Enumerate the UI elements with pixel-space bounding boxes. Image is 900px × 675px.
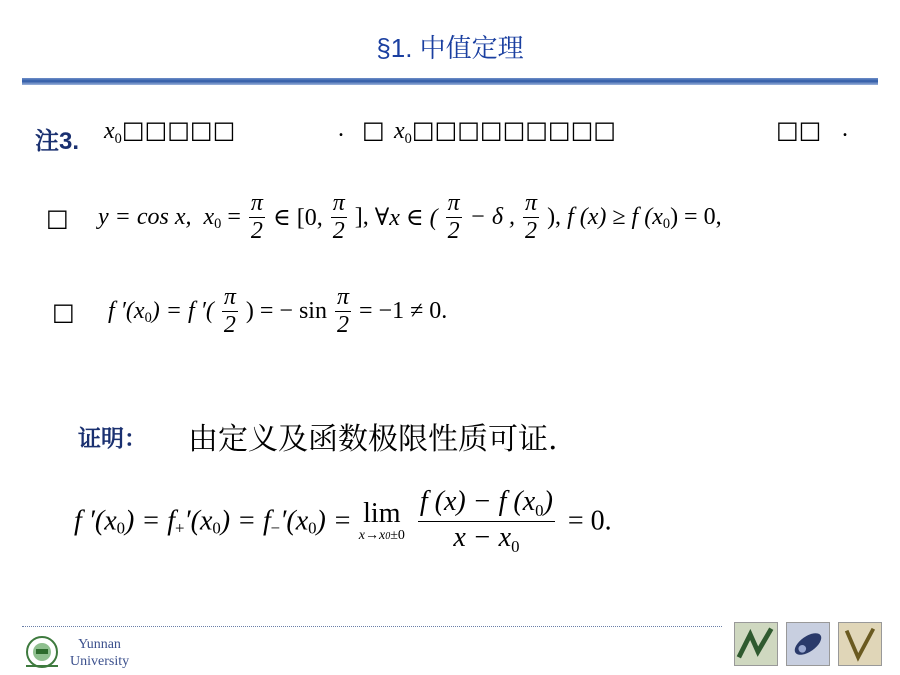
note-label: 注3. bbox=[35, 128, 80, 155]
example-y-eq: y = cos x, bbox=[98, 204, 192, 230]
formula-f1-tail: ) = f bbox=[125, 505, 176, 537]
nav-thumb-3-icon[interactable] bbox=[838, 622, 882, 666]
formula-plus: + bbox=[175, 518, 185, 538]
university-seal-icon bbox=[22, 632, 62, 670]
note-glyphs-a: □□□□□ bbox=[121, 116, 236, 144]
formula-result: = 0. bbox=[567, 505, 612, 537]
title-divider bbox=[22, 78, 878, 85]
note-var-2: x bbox=[394, 118, 405, 144]
frac-den: 2 bbox=[446, 217, 462, 245]
frac-pi-2-a bbox=[249, 190, 265, 245]
limit-word: lim bbox=[363, 497, 401, 529]
nav-thumb-1-icon[interactable] bbox=[734, 622, 778, 666]
note-glyphs-d: □□ bbox=[776, 116, 822, 144]
limit-operator bbox=[359, 499, 405, 544]
example-x0-sub: 0 bbox=[214, 216, 222, 233]
quotient-denominator bbox=[418, 521, 555, 557]
note-dot-a: . bbox=[338, 116, 344, 142]
derivative-marker: □ bbox=[52, 298, 75, 326]
frac-num: π bbox=[250, 190, 263, 216]
formula-minus: − bbox=[270, 518, 281, 538]
derivative-lhs-tail: ) = f ′( bbox=[151, 298, 214, 324]
proof-text: 由定义及函数极限性质可证. bbox=[188, 422, 558, 457]
note-sub: 0 bbox=[114, 131, 122, 148]
formula-sub-2: 0 bbox=[212, 518, 221, 538]
formula-sub-3: 0 bbox=[308, 518, 317, 538]
example-paren-close: ), bbox=[547, 204, 562, 230]
example-minus-delta: − δ , bbox=[469, 204, 516, 230]
nav-thumb-2-icon[interactable] bbox=[786, 622, 830, 666]
frac-pi-2-c bbox=[446, 190, 462, 245]
frac-num: π bbox=[336, 284, 350, 310]
denominator-text: x − x bbox=[453, 521, 512, 553]
frac-den: 2 bbox=[249, 217, 265, 245]
frac-num: π bbox=[223, 284, 236, 310]
derivative-sub: 0 bbox=[144, 310, 152, 327]
frac-den: 2 bbox=[331, 217, 347, 245]
formula-f3-tail: ′(x bbox=[280, 505, 309, 537]
formula-f2-tail: ′(x bbox=[184, 505, 213, 537]
numerator-sub: 0 bbox=[535, 500, 544, 520]
frac-pi-2-b bbox=[331, 190, 347, 245]
derivative-formula bbox=[108, 284, 447, 339]
limit-subscript bbox=[359, 529, 405, 544]
frac-den: 2 bbox=[222, 311, 238, 339]
note-text-2 bbox=[394, 116, 616, 148]
example-interval-open: ∈ [0, bbox=[272, 205, 329, 231]
example-formula: y = cos x, $x_0$ = $\frac{\pi}{2}$ ∈ [0, $\frac{\pi}{2}$ ], ∀x ∈ ( $\frac{\pi}{2}$ − δ , $\frac{\pi}{2}$ ), f (x) ≥ f $(x_0) = 0$, bbox=[98, 190, 722, 244]
frac-den: 2 bbox=[335, 311, 351, 339]
example-interval-close: ], bbox=[354, 204, 369, 230]
note-text bbox=[104, 116, 235, 148]
limit-sub-tail: ±0 bbox=[390, 527, 405, 543]
numerator-text: f (x) − f (x bbox=[419, 486, 536, 517]
note-sub-2: 0 bbox=[404, 131, 412, 148]
derivative-mid: ) = − sin bbox=[245, 298, 327, 324]
derivative-tail: = −1 ≠ 0. bbox=[359, 298, 448, 324]
example-marker: □ bbox=[46, 204, 69, 232]
frac-pi-2-e bbox=[222, 284, 238, 339]
formula-f2-close: ) = f bbox=[220, 505, 271, 537]
derivative-lhs: f ′(x bbox=[108, 298, 145, 324]
frac-den: 2 bbox=[523, 217, 539, 245]
frac-num: π bbox=[525, 190, 538, 216]
footer-divider bbox=[22, 626, 722, 627]
formula-sub-1: 0 bbox=[116, 518, 126, 538]
page-title: §1. 中值定理 bbox=[376, 33, 524, 63]
note-glyphs-c: □□□□□□□□□ bbox=[411, 116, 616, 144]
proof-label: 证明： bbox=[78, 425, 147, 451]
frac-pi-2-d bbox=[523, 190, 539, 245]
quotient-numerator bbox=[418, 486, 555, 521]
limit-sub-zero: 0 bbox=[385, 530, 391, 542]
numerator-close: ) bbox=[543, 486, 553, 517]
formula-f3-close: ) = bbox=[316, 505, 359, 537]
example-fx-sub: 0 bbox=[662, 216, 671, 233]
difference-quotient bbox=[418, 486, 555, 557]
example-fx-tail: ) = 0, bbox=[670, 204, 722, 230]
frac-pi-2-f bbox=[335, 284, 351, 339]
denominator-sub: 0 bbox=[511, 536, 520, 556]
frac-num: π bbox=[447, 190, 460, 216]
logo-line-1: Yunnan bbox=[78, 637, 121, 652]
formula-f1: f ′(x bbox=[74, 505, 117, 537]
note-var: x bbox=[104, 118, 115, 144]
university-logo-text bbox=[70, 636, 129, 670]
limit-sub-var: x→x bbox=[358, 527, 386, 543]
example-forall: ∀x ∈ ( bbox=[374, 205, 438, 231]
example-fx-ineq: f (x) ≥ f (x bbox=[567, 204, 663, 230]
limit-formula bbox=[74, 486, 612, 557]
frac-num: π bbox=[332, 190, 345, 216]
logo-line-2: University bbox=[70, 654, 130, 669]
note-glyph-b: □ bbox=[362, 116, 385, 144]
example-x0-eq: = bbox=[221, 204, 247, 230]
note-dot-b: . bbox=[842, 116, 848, 142]
